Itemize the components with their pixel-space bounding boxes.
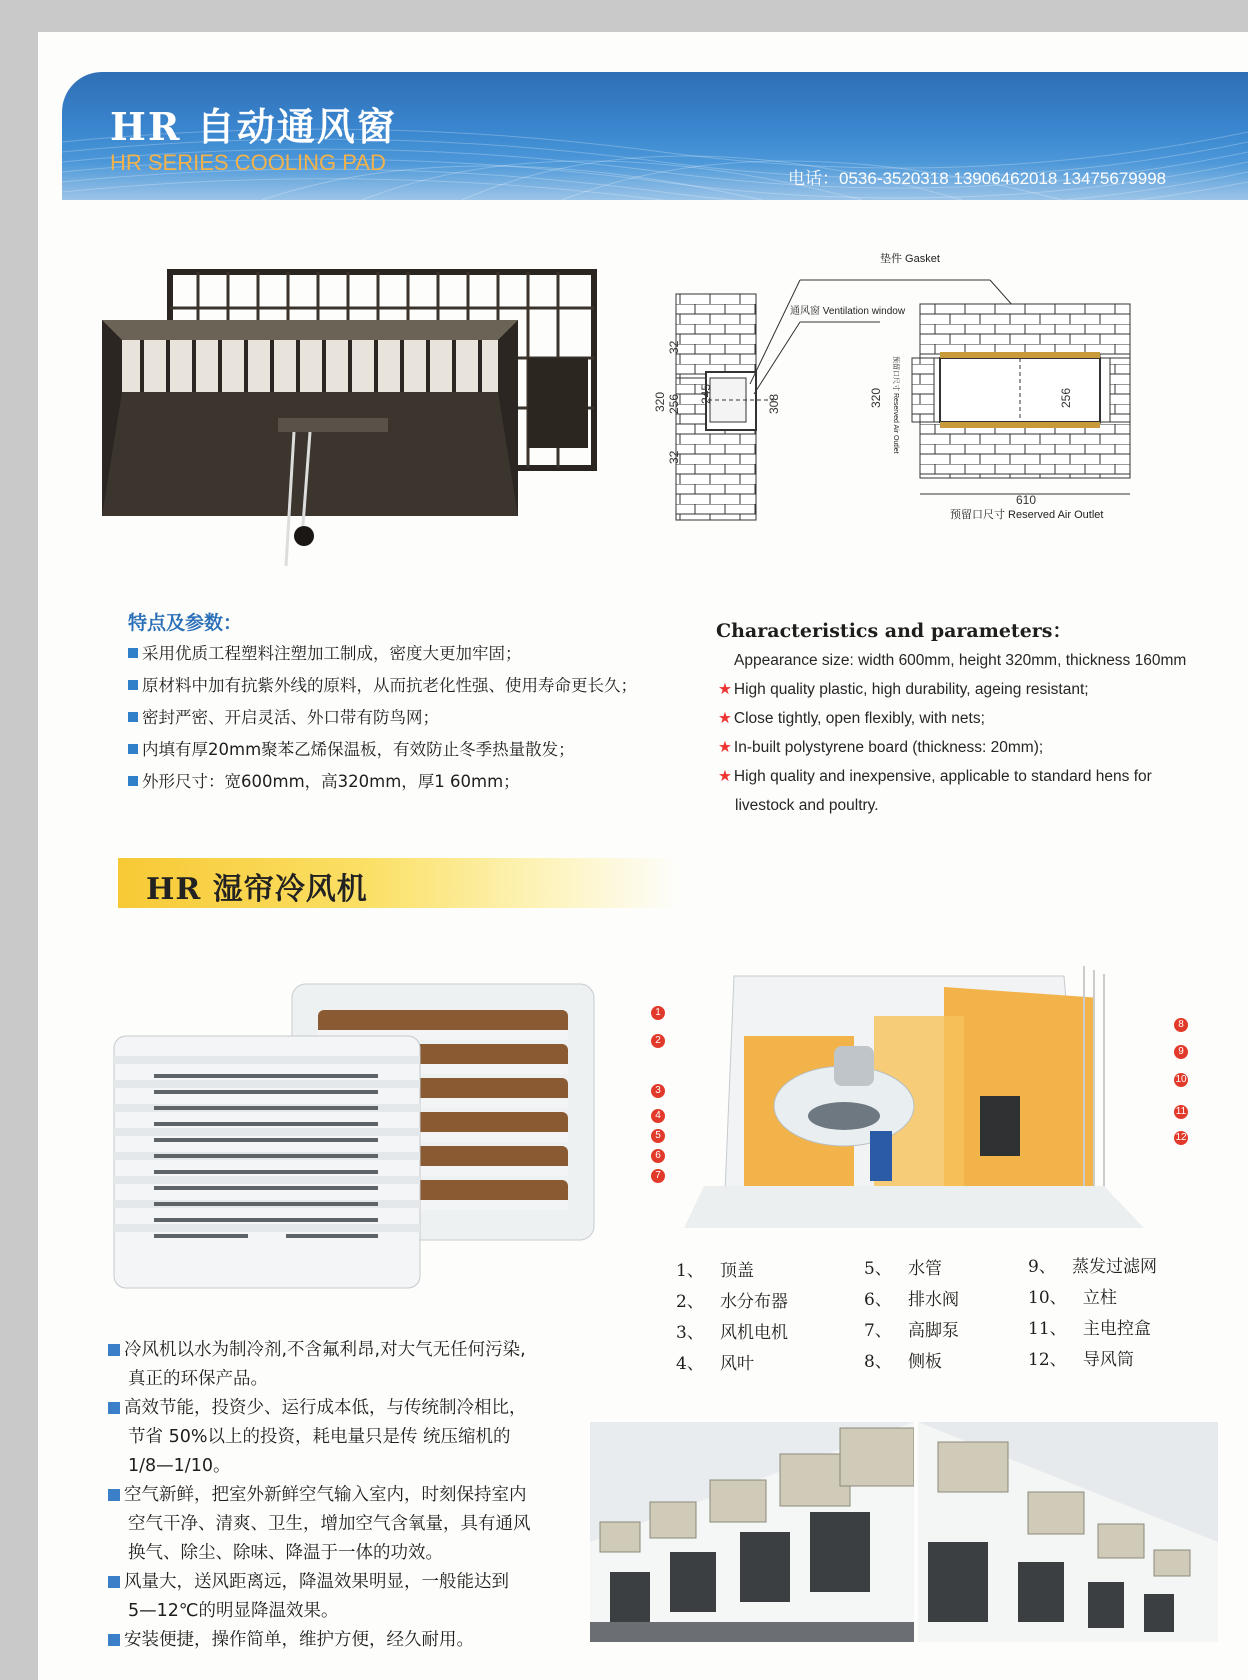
star-icon: ★ [718,739,732,756]
section-heading: HR 湿帘冷风机 [146,872,368,907]
feature-en-intro: Appearance size: width 600mm, height 320mm, thickness 160mm [734,652,1187,669]
part-item: 8、 侧板 [864,1352,943,1372]
bullet-square-icon [108,1402,120,1414]
callout-10: 10 [1175,1074,1187,1085]
section-heading-bar [118,858,678,908]
page-subtitle: HR SERIES COOLING PAD [110,150,386,175]
cooler-exploded-view [644,946,1204,1228]
callout-2: 2 [651,1034,665,1048]
star-icon: ★ [718,681,732,698]
feature-cn-item: 原材料中加有抗紫外线的原料，从而抗老化性强、使用寿命更长久； [128,670,637,702]
feature-cn-item: 内填有厚20mm聚苯乙烯保温板，有效防止冬季热量散发； [128,734,637,766]
callout-3: 3 [651,1084,665,1098]
benefit-item: 安装便捷，操作简单，维护方便，经久耐用。 [108,1626,578,1655]
callout-6: 6 [651,1149,665,1163]
feature-cn-item: 采用优质工程塑料注塑加工制成，密度大更加牢固； [128,638,637,670]
features-en-title: Characteristics and parameters： [716,620,1072,642]
header-banner [62,72,1248,200]
part-item: 3、 风机电机 [676,1323,789,1343]
phone-numbers: 电话：0536-3520318 13906462018 13475679998 [788,169,1167,188]
feature-cn-item: 密封严密、开启灵活、外口带有防鸟网； [128,702,637,734]
feature-en-item: ★ High quality and inexpensive, applicable to standard hens for [718,768,1152,785]
part-item: 6、 排水阀 [864,1290,960,1310]
ventilation-window-photo [98,268,608,576]
air-cooler-photo [108,980,598,1300]
benefit-item: 冷风机以水为制冷剂,不含氟利昂,对大气无任何污染, 真正的环保产品。 [108,1336,578,1394]
dim-245: 245 [699,383,713,404]
benefit-item: 空气新鲜，把室外新鲜空气输入室内，时刻保持室内 空气干净、清爽、卫生，增加空气含氧量，具有通风 换气、除尘、除味、降温于一体的功效。 [108,1481,578,1568]
bullet-square-icon [108,1344,120,1356]
benefits-list [108,1336,578,1655]
part-item: 11、 主电控盒 [1028,1319,1151,1339]
installation-photo-right [918,1422,1218,1642]
callout-12: 12 [1175,1132,1187,1143]
feature-en-item: ★ Close tightly, open flexibly, with nets; [718,710,985,727]
benefit-item: 高效节能，投资少、运行成本低，与传统制冷相比， 节省 50%以上的投资，耗电量只是传 统压缩机的 1/8—1/10。 [108,1394,578,1481]
reserved-vertical-label: 预留口尺寸 Reserved Air Outlet [892,356,899,454]
bullet-square-icon [108,1576,120,1588]
installation-photo-left [590,1422,914,1642]
features-cn-title: 特点及参数： [128,612,243,634]
installation-diagram [650,244,1190,550]
bullet-square-icon [128,680,138,690]
bullet-square-icon [108,1634,120,1646]
feature-cn-item: 外形尺寸：宽600mm，高320mm，厚1 60mm； [128,766,637,798]
part-item: 2、 水分布器 [676,1292,789,1312]
features-en-list [718,646,1186,820]
ventilation-window-label: 通风窗 Ventilation window [790,306,906,317]
dim-320: 320 [653,391,667,412]
features-cn-list [128,638,637,798]
dim-308: 308 [767,393,781,414]
feature-en-item: ★ In-built polystyrene board (thickness: 20mm); [718,739,1044,756]
bullet-square-icon [128,776,138,786]
part-item: 4、 风叶 [676,1354,755,1374]
part-item: 7、 高脚泵 [864,1321,960,1341]
dim-320b: 320 [869,387,883,408]
bullet-square-icon [128,712,138,722]
callout-8: 8 [1174,1018,1188,1032]
benefit-item: 风量大，送风距离远，降温效果明显，一般能达到 5—12℃的明显降温效果。 [108,1568,578,1626]
reserved-outlet-label: 预留口尺寸 Reserved Air Outlet [950,509,1104,521]
dim-32-bottom: 32 [667,450,681,464]
part-item: 9、 蒸发过滤网 [1028,1257,1158,1277]
part-item: 5、 水管 [864,1259,943,1279]
part-item: 10、 立柱 [1028,1288,1117,1308]
gasket-label: 垫件 Gasket [880,253,940,265]
callout-4: 4 [651,1109,665,1123]
page-title: HR 自动通风窗 [110,104,397,149]
callout-11: 11 [1175,1106,1187,1117]
feature-en-continuation: livestock and poultry. [735,797,879,814]
dim-610: 610 [1016,493,1037,507]
star-icon: ★ [718,768,732,785]
dim-256: 256 [667,393,681,414]
dim-256b: 256 [1059,387,1073,408]
callout-1: 1 [651,1006,665,1020]
feature-en-item: ★ High quality plastic, high durability, ageing resistant; [718,681,1089,698]
star-icon: ★ [718,710,732,727]
callout-5: 5 [651,1129,665,1143]
bullet-square-icon [128,648,138,658]
callout-9: 9 [1174,1045,1188,1059]
part-item: 12、 导风筒 [1028,1350,1134,1370]
dim-32-top: 32 [667,340,681,354]
callout-7: 7 [651,1169,665,1183]
bullet-square-icon [108,1489,120,1501]
bullet-square-icon [128,744,138,754]
part-item: 1、 顶盖 [676,1261,755,1281]
